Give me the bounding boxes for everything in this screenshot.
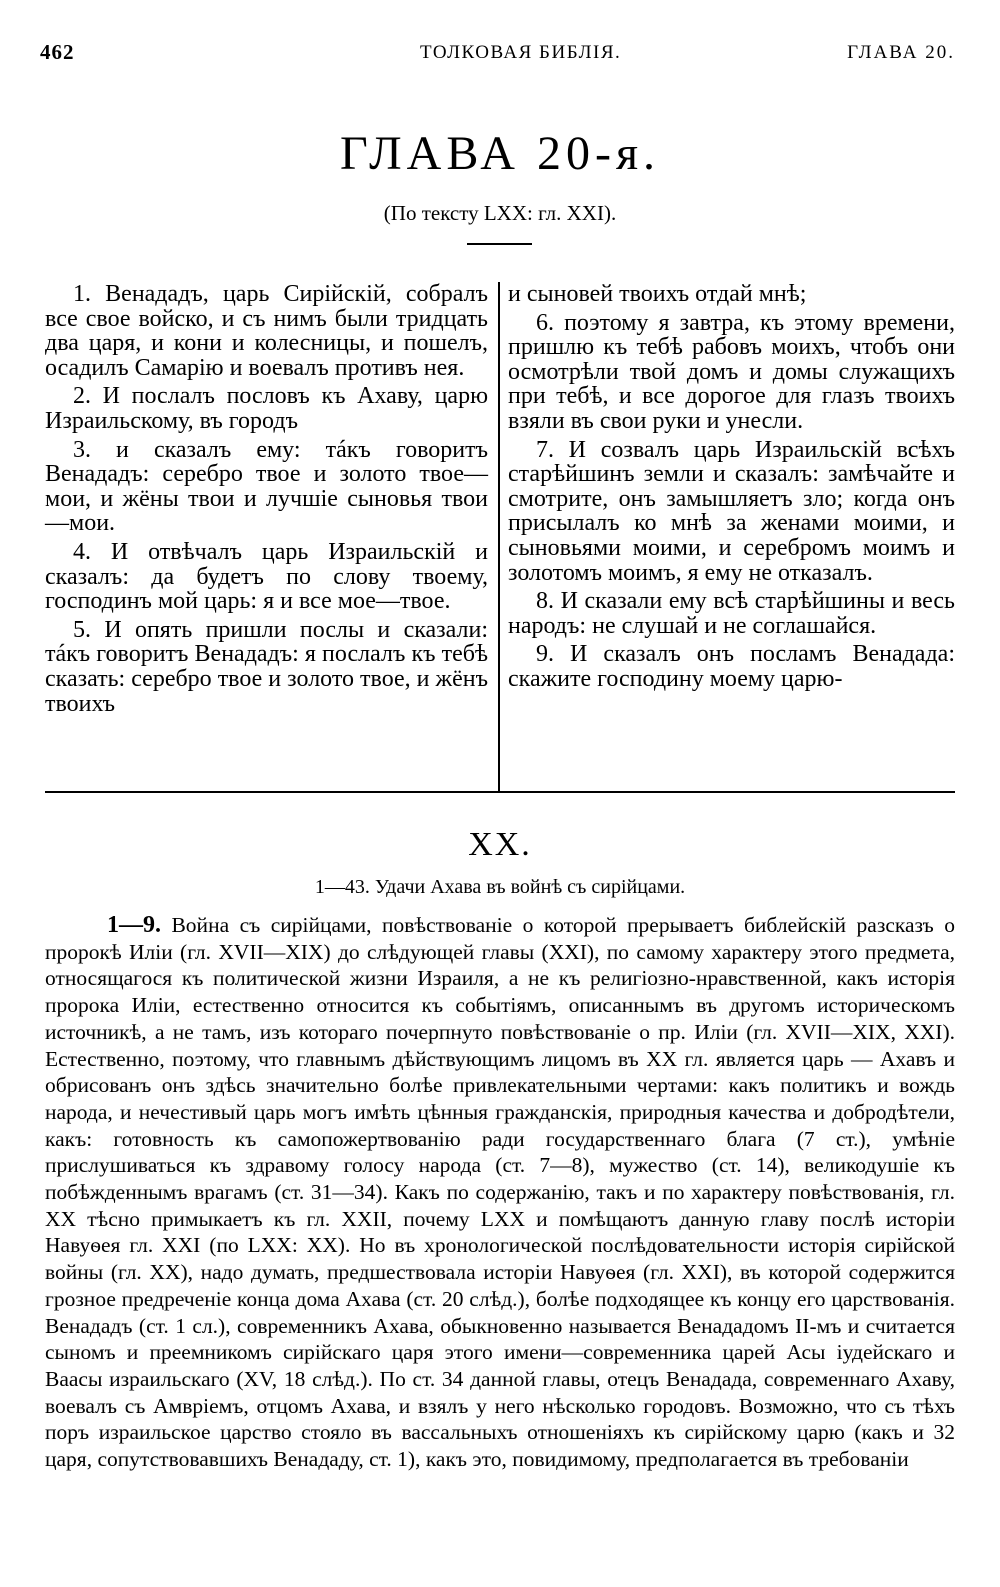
scripture-columns [45,282,955,788]
title-divider [467,243,532,245]
verse-reference: 1—9. [107,912,161,938]
column-divider [498,282,500,792]
commentary-text: Война съ сирiйцами, повѣствованiе о которой прерываетъ библейскiй разсказъ о пророкѣ Илiи (гл. XVII—XIX) до слѣдующей главы (XXI), по самому характеру этого предмета, относящагося къ политической жизни Израиля, а не къ религiозно-нравственной, какъ исторiя пророка Илiи, естественно относится къ событiямъ, описаннымъ въ другомъ историческомъ источникѣ, а не тамъ, изъ котораго почерпнуто повѣствованiе о пр. Илiи (гл. XVII—XIX, XXI). Естественно, поэтому, что главнымъ дѣйствующимъ лицомъ въ XX гл. является царь — Ахавъ и обрисованъ онъ здѣсь значительно болѣе привлекательными чертами: какъ политикъ и вождь народа, и нечестивый царь могъ имѣть цѣнныя гражданскiя, природныя качества и добродѣтели, какъ: готовность къ самопожертвованiю ради государственнаго блага (7 ст.), умѣнiе прислушиваться къ здравому голосу народа (ст. 7—8), мужество (ст. 14), великодушiе къ побѣжденнымъ врагамъ (ст. 31—34). Какъ по содержанiю, такъ и по характеру повѣствованiя, гл. XX тѣсно примыкаетъ къ гл. XXII, почему LXX и помѣщаютъ данную главу послѣ исторiи Навуѳея гл. XXI (по LXX: XX). Но въ хронологической послѣдовательности исторiя сирiйской войны (гл. XX), надо думать, предшествовала исторiи Навуѳея (гл. XXI), въ которой содержится грозное предреченiе конца дома Ахава (ст. 20 слѣд.), болѣе подходящее къ концу его царствованiя. Венададъ (ст. 1 сл.), современникъ Ахава, обыкновенно называется Венададомъ II-мъ и считается сыномъ и преемникомъ сирiйскаго царя этого имени—современника царей Асы iудейскаго и Ваасы израильскаго (XV, 18 слѣд.). По ст. 34 данной главы, отецъ Венадада, современнаго Ахаву, воевалъ съ Амврiемъ, отцомъ Ахава, и взялъ у него нѣсколько городовъ. Возможно, что съ тѣхъ поръ израильское царство стояло въ вассальныхъ отношенiяхъ къ сирiйскому царю (какъ и 32 царя, сопутствовавшихъ Венададу, ст. 1), какъ это, повидимому, предполагается въ требованiи [45,913,955,1472]
verse-3: 3. и сказалъ ему: тáкъ говоритъ Венададъ: серебро твое и золото твое—мои, и жëны твои и лучшiе сыновья твои—мои. [45,436,488,537]
verse-9: 9. И сказалъ онъ посламъ Венадада: скажите господину моему царю- [508,641,955,692]
section-divider [45,791,955,793]
right-column [508,282,955,696]
verse-6: 6. поэтому я завтра, къ этому времени, пришлю къ тебѣ рабовъ моихъ, чтобъ они осмотрѣли твой домъ и домы служащихъ при тебѣ, и все дорогое для глазъ твоихъ взяли въ свои руки и унесли. [508,309,955,434]
verse-4: 4. И отвѣчалъ царь Израильскiй и сказалъ: да будетъ по слову твоему, господинъ мой царь: я и все мое—твое. [45,538,488,615]
section-number: XX. [468,826,532,863]
verse-5: 5. И опять пришли послы и сказали: тáкъ говоритъ Венададъ: я послалъ къ тебѣ сказать: серебро твое и золото твое, и жëнъ твоихъ [45,616,488,717]
chapter-title: ГЛАВА 20-я. [339,127,661,180]
verse-1: 1. Венададъ, царь Сирiйскiй, собралъ все свое войско, и съ нимъ были тридцать два царя, и кони и колесницы, и пошелъ, осадилъ Самарiю и воевалъ противъ нея. [45,281,488,381]
commentary [45,912,955,1473]
commentary-paragraph [45,912,955,1473]
verse-8: 8. И сказали ему всѣ старѣйшины и весь народъ: не слушай и не соглашайся. [508,588,955,639]
running-title: ТОЛКОВАЯ БИБЛIЯ. [420,42,622,63]
chapter-subtitle: (По тексту LXX: гл. XXI). [383,201,617,225]
verse-5-continuation: и сыновей твоихъ отдай мнѣ; [508,281,807,307]
running-chapter-label: ГЛАВА 20. [847,42,955,63]
page-number: 462 [40,40,75,64]
running-header [40,40,955,80]
verse-2: 2. И послалъ пословъ къ Ахаву, царю Израильскому, въ городъ [45,383,488,434]
left-column [45,282,488,720]
section-heading: 1—43. Удачи Ахава въ войнѣ съ сирiйцами. [314,876,686,898]
verse-7: 7. И созвалъ царь Израильскiй всѣхъ старѣйшинъ земли и сказалъ: замѣчайте и смотрите, онъ замышляетъ зло; когда онъ присылалъ ко мнѣ за женами моими, и сыновьями моими, и серебромъ моимъ и золотомъ моимъ, я ему не отказалъ. [508,436,955,586]
